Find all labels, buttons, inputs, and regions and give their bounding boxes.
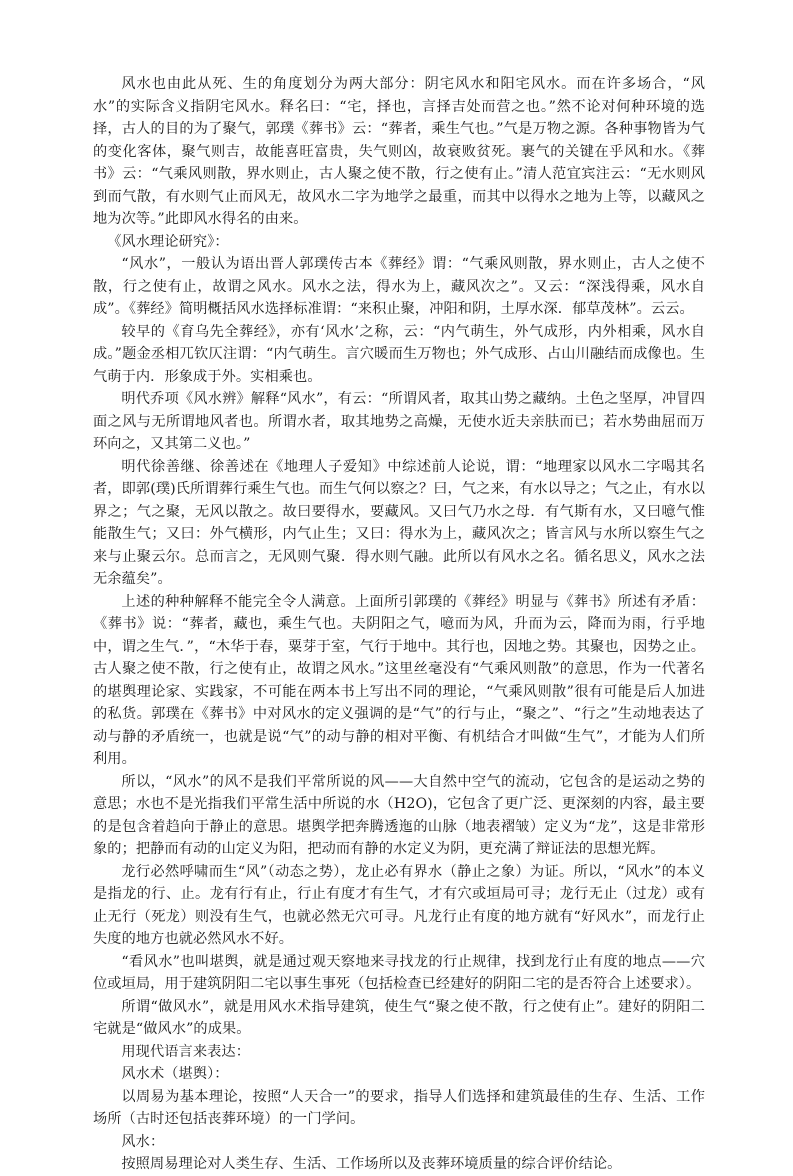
- paragraph-dragon: 龙行必然呼啸而生“风”（动态之势），龙止必有界水（静止之象）为证。所以，“风水”的本义是指龙的行、止。龙有行有止，行止有度才有生气，才有穴或垣局可寻；龙行无止（过龙）或有止无行（死龙）则没有生气，也就必然无穴可寻。凡龙行止有度的地方就有“好风水”，而龙行止失度的地方也就必然风水不好。: [93, 863, 705, 947]
- paragraph-intro: 风水也由此从死、生的角度划分为两大部分：阴宅风水和阳宅风水。而在许多场合，“风水”的实际含义指阴宅风水。释名曰：“宅，择也，言择吉处而营之也。”然不论对何种环境的选择，古人的目的为了聚气，郭璞《葬书》云：“葬者，乘生气也。”气是万物之源。各种事物皆为气的变化客体，聚气则吉，故能喜旺富贵，失气则凶，故衰败贫死。裹气的关键在乎风和水。《葬书》云：“气乘风则散，界水则止，古人聚之使不散，行之使有止。”清人范宜宾注云：“无水则风到而气散，有水则气止而风无，故风水二字为地学之最重，而其中以得水之地为上等，以藏风之地为次等。”此即风水得名的由来。: [93, 76, 705, 227]
- definition-fengshui: 按照周易理论对人类生存、生活、工作场所以及丧葬环境质量的综合评价结论。: [121, 1156, 622, 1172]
- paragraph-kanyu: “看风水”也叫堪舆，就是通过观天察地来寻找龙的行止规律，找到龙行止有度的地点——穴位或垣局，用于建筑阴阳二宅以事生事死（包括检查已经建好的阴阳二宅的是否符合上述要求）。: [93, 953, 705, 992]
- paragraph-modern-language: 用现代语言来表达：: [121, 1043, 250, 1060]
- paragraph-dili-renzi: 明代徐善继、徐善述在《地理人子爱知》中综述前人论说，谓：“地理家以风水二字喝其名者，即郭(璞)氏所谓葬行乘生气也。而生气何以察之？曰，气之来，有水以导之；气之止，有水以界之；气之聚，无风以散之。故曰要得水，要藏风。又曰气乃水之母．有气斯有水，又曰噫气惟能散生气；又曰：外气横形，内气止生；又曰：得水为上，藏风次之；皆言风与水所以察生气之来与止聚云尔。总而言之，无风则气聚．得水则气融。此所以有风水之名。循名思义，风水之法无余蕴矣”。: [93, 458, 705, 587]
- term-fengshui: 风水：: [121, 1133, 165, 1150]
- section-heading-fengshui-theory: 《风水理论研究》：: [107, 233, 229, 250]
- document-page: [93, 73, 705, 1176]
- paragraph-fengshui-bian: 明代乔项《风水辨》解释“风水”，有云：“所谓风者，取其山势之藏纳。土色之坚厚，冲冒四面之风与无所谓地风者也。所谓水者，取其地势之高燥，无使水近夫亲肤而已；若水势曲屈而万环向之，又其第二义也。”: [93, 391, 705, 452]
- paragraph-yuwu-zangjing: 较早的《育乌先全葬经》，亦有‘风水’之称，云：“内气萌生，外气成形，内外相乘，风水自成。”题金丞相兀钦仄注谓：“内气萌生。言穴暖而生万物也；外气成形、占山川融结而成像也。生气萌于内．形象成于外。实相乘也。: [93, 323, 705, 385]
- paragraph-zangjing: “风水”，一般认为语出晋人郭璞传古本《葬经》谓：“气乘风则散，界水则止，古人之使不散，行之使有止，故谓之风水。风水之法，得水为上，藏风次之”。又云：“深浅得乘，风水自成”。《葬经》简明概括风水选择标准谓：“来积止聚，冲阳和阴，土厚水深．郁草茂林”。云云。: [93, 256, 705, 317]
- paragraph-wind-water-meaning: 所以，“风水”的风不是我们平常所说的风——大自然中空气的流动，它包含的是运动之势的意思；水也不是光指我们平常生活中所说的水（H2O)，它包含了更广泛、更深刻的内容，最主要的是包含着趋向于静止的意思。堪舆学把奔腾透迤的山脉（地表褶皱）定义为“龙”，这是非常形象的；把静而有动的山定义为阳，把动而有静的水定义为阴，更充满了辩证法的思想光辉。: [93, 773, 705, 857]
- paragraph-critique: 上述的种种解释不能完全令人满意。上面所引郭璞的《葬经》明显与《葬书》所述有矛盾：《葬书》说：“葬者，藏也，乘生气也。夫阴阳之气，噫而为风，升而为云，降而为雨，行乎地中，谓之生气．”，“木华于春，粟芽于室，气行于地中。其行也，因地之势。其聚也，因势之止。古人聚之使不散，行之使有止，故谓之风水。”这里丝毫没有“气乘风则散”的意思，作为一代著名的堪舆理论家、实践家，不可能在两本书上写出不同的理论，“气乘风则散”很有可能是后人加进的私货。郭璞在《葬书》中对风水的定义强调的是“气”的行与止，“聚之”、“行之”生动地表达了动与静的矛盾统一，也就是说“气”的动与静的相对平衡、有机结合才叫做“生气”，才能为人们所利用。: [93, 593, 705, 767]
- paragraph-zuo-fengshui: 所谓“做风水”，就是用风水术指导建筑，使生气“聚之使不散，行之使有止”。建好的阴阳二宅就是“做风水”的成果。: [93, 998, 705, 1037]
- definition-fengshui-shu: 以周易为基本理论，按照“人天合一”的要求，指导人们选择和建筑最佳的生存、生活、工作场所（古时还包括丧葬环境）的一门学问。: [93, 1088, 705, 1127]
- term-fengshui-shu: 风水术（堪舆）：: [121, 1066, 229, 1082]
